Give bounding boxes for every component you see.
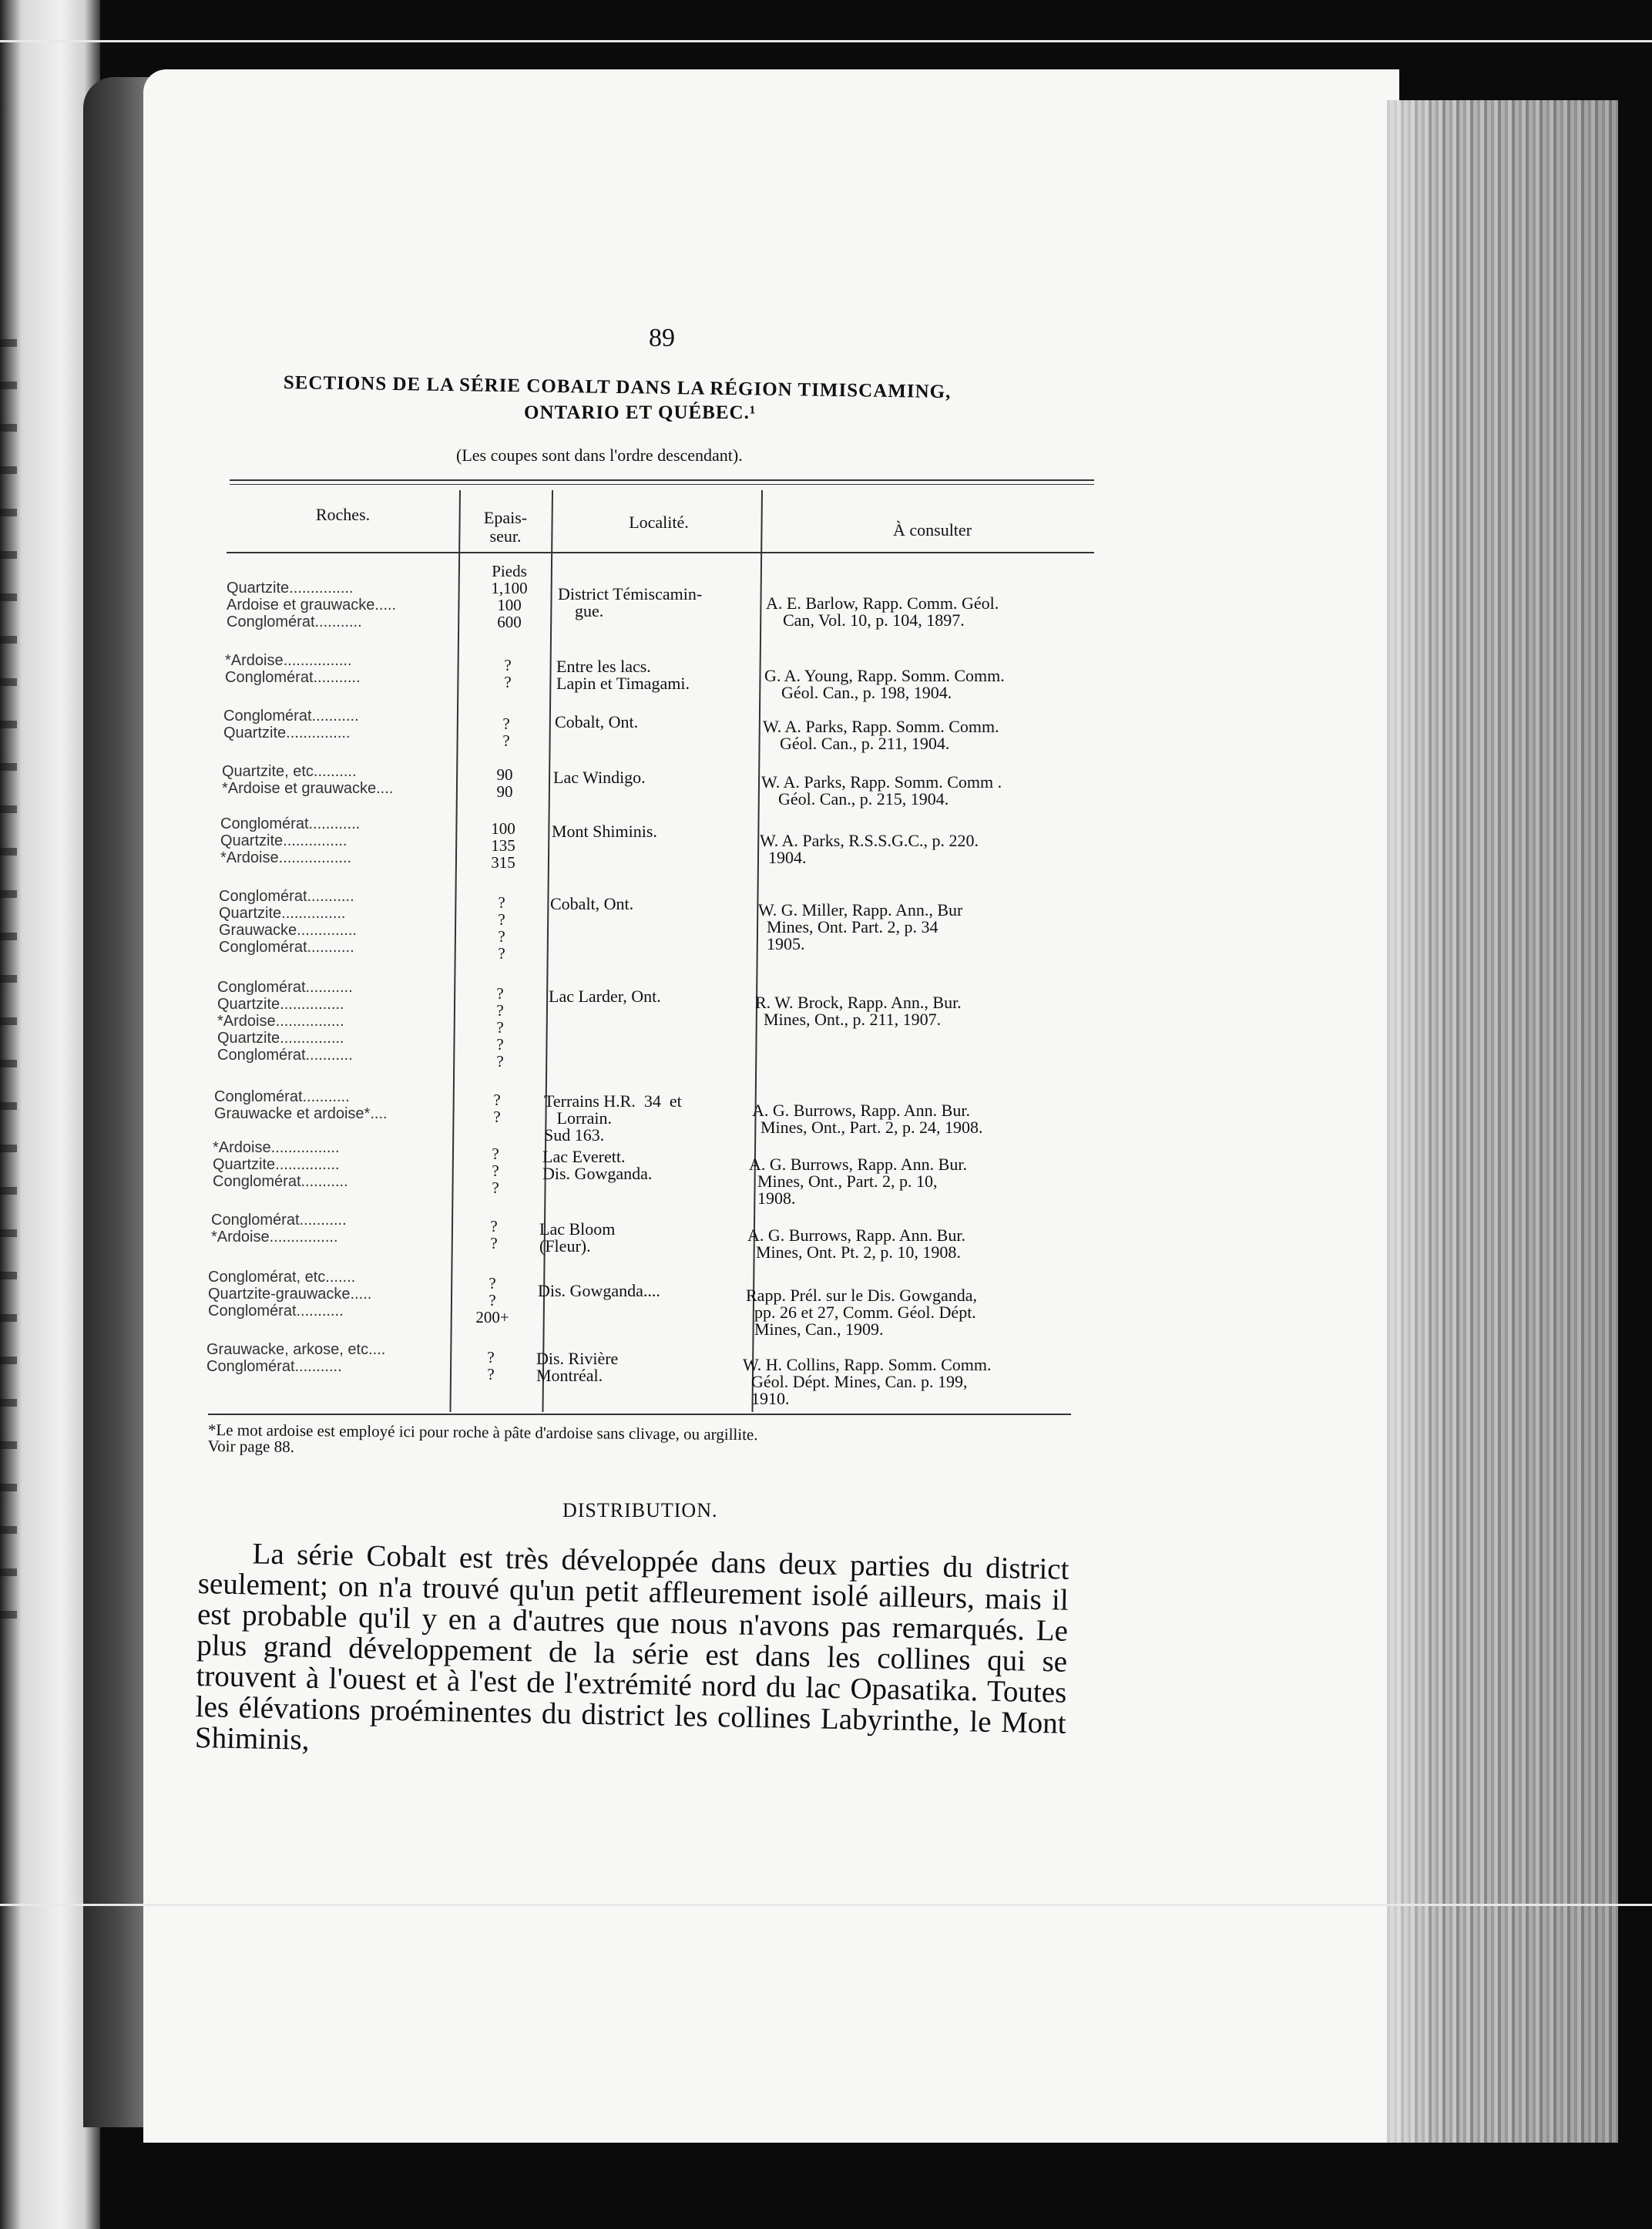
table-top-rule-thin (230, 484, 1094, 485)
row-9-rocks: *Ardoise................ Quartzite............... Conglomérat........... (213, 1139, 348, 1190)
row-12-rocks: Grauwacke, arkose, etc.... Conglomérat........... (206, 1341, 386, 1375)
scan-crop-line-bottom (0, 1904, 1652, 1906)
row-10-reference: A. G. Burrows, Rapp. Ann. Bur. Mines, Ont. Pt. 2, p. 10, 1908. (747, 1225, 965, 1262)
row-6-thickness: ? ? ? ? (498, 893, 505, 963)
row-9-locality: Lac Everett. Dis. Gowganda. (542, 1147, 653, 1183)
row-7-locality: Lac Larder, Ont. (549, 987, 661, 1006)
section-heading: DISTRIBUTION. (562, 1499, 718, 1521)
row-5-reference: W. A. Parks, R.S.S.G.C., p. 220. 1904. (760, 831, 979, 867)
page-stack-shade (1387, 100, 1618, 2143)
row-12-thickness: ? ? (487, 1348, 495, 1383)
row-7-thickness: ? ? ? ? ? (496, 984, 504, 1071)
row-2-reference: G. A. Young, Rapp. Somm. Comm. Géol. Can., p. 198, 1904. (764, 666, 1005, 702)
row-11-locality: Dis. Gowganda.... (538, 1281, 660, 1300)
header-rocks: Roches. (315, 505, 371, 524)
header-reference: À consulter (892, 520, 972, 540)
table-bottom-rule (208, 1414, 1071, 1415)
row-4-reference: W. A. Parks, Rapp. Somm. Comm . Géol. Can., p. 215, 1904. (761, 772, 1002, 809)
row-7-reference: R. W. Brock, Rapp. Ann., Bur. Mines, Ont., p. 211, 1907. (755, 993, 962, 1029)
header-thickness: Epais- seur. (483, 508, 528, 546)
row-6-rocks: Conglomérat........... Quartzite............... Grauwacke.............. Conglomérat........... (219, 888, 357, 956)
scan-crop-line-top (0, 40, 1652, 42)
row-11-thickness: ? ? 200+ (475, 1274, 509, 1326)
table-top-rule (230, 479, 1094, 481)
row-5-rocks: Conglomérat............ Quartzite............... *Ardoise................. (220, 815, 361, 866)
row-7-rocks: Conglomérat........... Quartzite............... *Ardoise................ Quartzite............... Conglomérat........... (217, 979, 353, 1064)
row-12-locality: Dis. Rivière Montréal. (536, 1349, 619, 1385)
row-1-reference: A. E. Barlow, Rapp. Comm. Géol. Can, Vol. 10, p. 104, 1897. (766, 593, 999, 630)
row-3-thickness: ? ? (502, 714, 510, 750)
row-9-thickness: ? ? ? (492, 1145, 499, 1197)
row-2-thickness: ? ? (504, 656, 512, 691)
row-12-reference: W. H. Collins, Rapp. Somm. Comm. Géol. Dépt. Mines, Can. p. 199, 1910. (743, 1355, 992, 1408)
row-11-reference: Rapp. Prél. sur le Dis. Gowganda, pp. 26 et 27, Comm. Géol. Dépt. Mines, Can., 1909. (746, 1286, 978, 1339)
row-11-rocks: Conglomérat, etc....... Quartzite-grauwacke..... Conglomérat........... (208, 1269, 372, 1320)
page-number: 89 (649, 324, 675, 352)
row-2-rocks: *Ardoise................ Conglomérat........... (225, 652, 361, 686)
row-4-rocks: Quartzite, etc.......... *Ardoise et grauwacke.... (222, 763, 394, 797)
body-paragraph: La série Cobalt est très développée dans deux parties du district seulement; on n'a trouvé qu'un petit affleurement isolé ailleurs, mais il est probable qu'il y en a d'autres que nous n'avons pas remarqués. Le plus grand développement de la série est dans les collines qui se trouvent à l'ouest et à l'est de l'extrémité nord du lac Opasatika. Toutes les élévations proéminentes du district les collines Labyrinthe, le Mont Shiminis, (194, 1537, 1069, 1757)
row-1-thickness: 1,100 100 600 (491, 579, 528, 631)
body-text (195, 1538, 1069, 1770)
book-gutter-shadow (83, 77, 151, 2127)
row-3-rocks: Conglomérat........... Quartzite............... (223, 708, 359, 741)
table-title-line-1: SECTIONS DE LA SÉRIE COBALT DANS LA RÉGION TIMISCAMING, (283, 372, 952, 403)
row-9-reference: A. G. Burrows, Rapp. Ann. Bur. Mines, Ont., Part. 2, p. 10, 1908. (749, 1155, 967, 1208)
row-10-rocks: Conglomérat........... *Ardoise................ (211, 1212, 347, 1246)
unit-label: Pieds (492, 562, 527, 580)
table-subtitle: (Les coupes sont dans l'ordre descendant). (456, 445, 743, 465)
row-3-locality: Cobalt, Ont. (555, 712, 639, 731)
footnote: *Le mot ardoise est employé ici pour roche à pâte d'ardoise sans clivage, ou argillite. Voir page 88. (207, 1420, 758, 1456)
table-title-line-2: ONTARIO ET QUÉBEC.¹ (524, 402, 757, 423)
row-8-thickness: ? ? (493, 1091, 501, 1126)
row-5-thickness: 100 135 315 (491, 819, 515, 872)
row-1-rocks: Quartzite............... Ardoise et grauwacke..... Conglomérat........... (227, 580, 397, 630)
row-4-thickness: 90 90 (496, 765, 513, 801)
table-header-rule (227, 552, 1094, 553)
row-3-reference: W. A. Parks, Rapp. Somm. Comm. Géol. Can., p. 211, 1904. (763, 717, 999, 753)
row-8-locality: Terrains H.R. 34 et Lorrain. Sud 163. (544, 1091, 682, 1145)
row-1-locality: District Témiscamin- gue. (558, 584, 703, 620)
row-8-rocks: Conglomérat........... Grauwacke et ardoise*.... (214, 1088, 388, 1122)
header-locality: Localité. (629, 513, 689, 532)
row-5-locality: Mont Shiminis. (552, 822, 657, 841)
row-6-reference: W. G. Miller, Rapp. Ann., Bur Mines, Ont. Part. 2, p. 34 1905. (758, 900, 963, 953)
row-4-locality: Lac Windigo. (553, 768, 646, 787)
row-8-reference: A. G. Burrows, Rapp. Ann. Bur. Mines, Ont., Part. 2, p. 24, 1908. (752, 1101, 983, 1137)
row-2-locality: Entre les lacs. Lapin et Timagami. (556, 657, 690, 693)
row-10-thickness: ? ? (490, 1217, 498, 1252)
row-6-locality: Cobalt, Ont. (550, 894, 634, 913)
left-page-text-fragment (0, 339, 17, 1649)
row-10-locality: Lac Bloom (Fleur). (539, 1219, 616, 1256)
